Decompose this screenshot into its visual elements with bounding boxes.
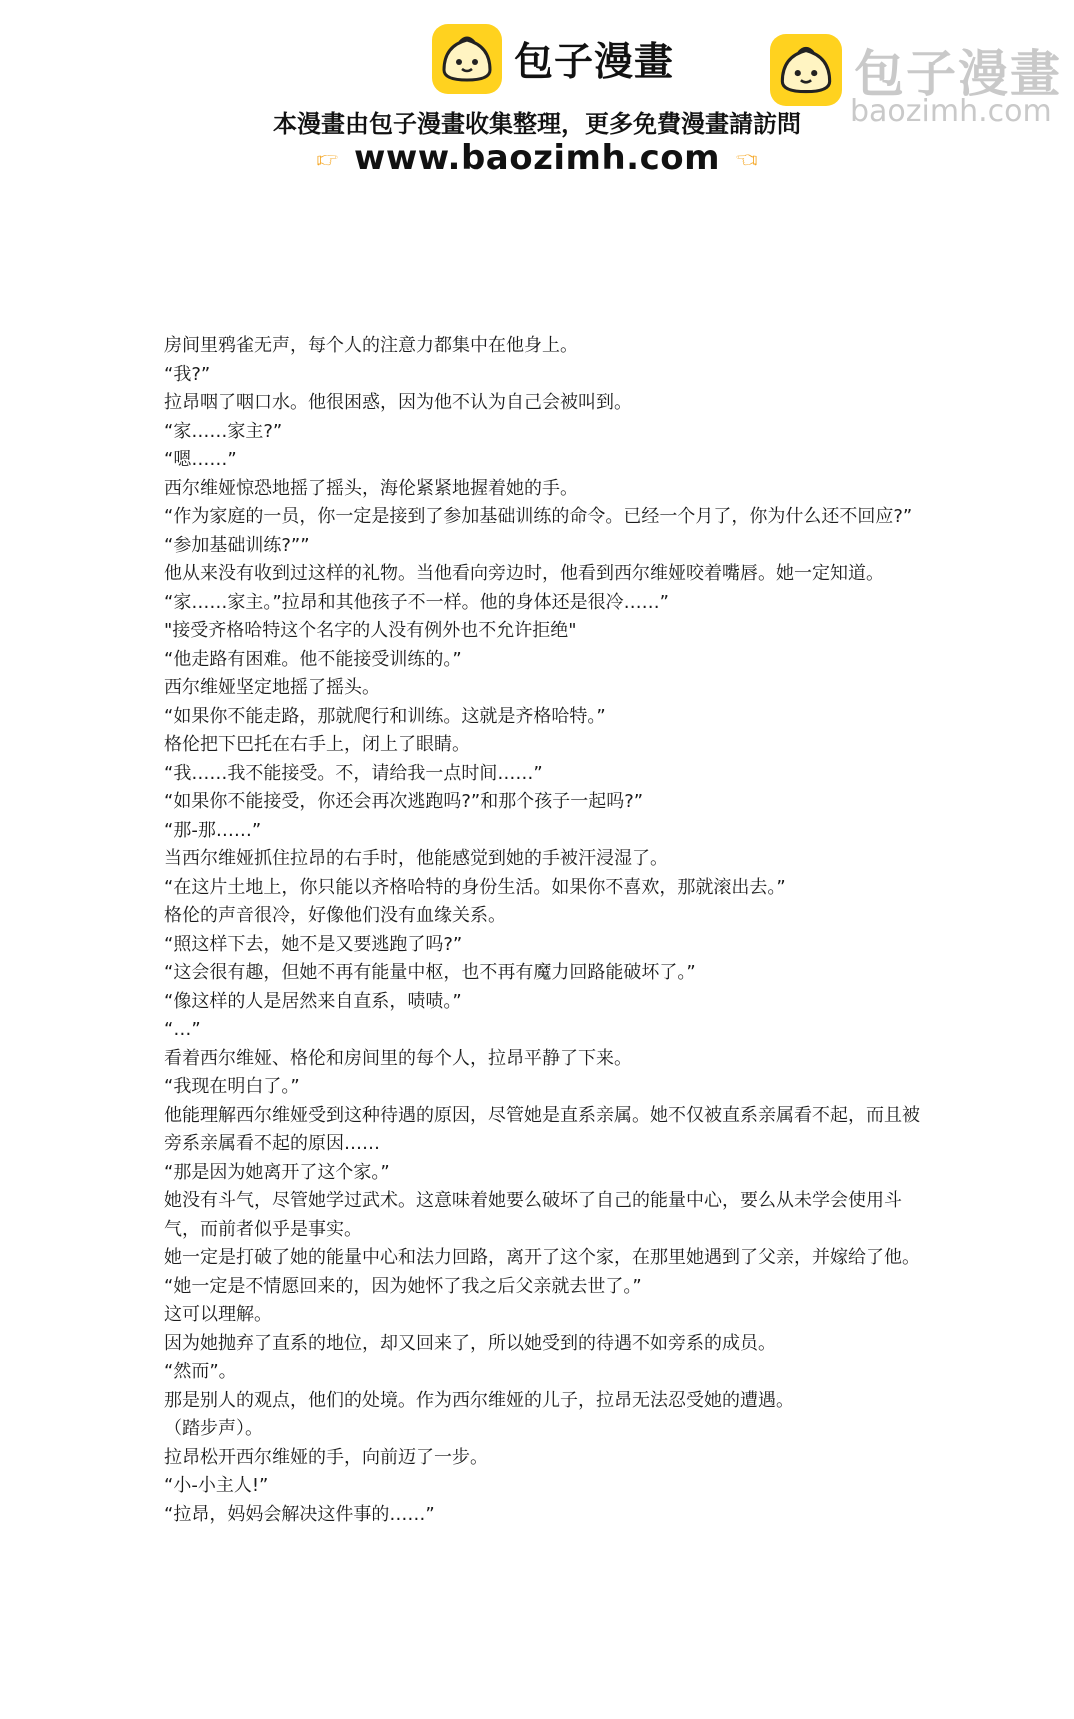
paragraph: 她一定是打破了她的能量中心和法力回路，离开了这个家，在那里她遇到了父亲，并嫁给了他。 bbox=[164, 1247, 920, 1268]
chapter-text bbox=[164, 332, 934, 1529]
paragraph: “小-小主人!” bbox=[164, 1475, 269, 1496]
paragraph: 他从来没有收到过这样的礼物。当他看向旁边时，他看到西尔维娅咬着嘴唇。她一定知道。 bbox=[164, 563, 884, 584]
paragraph: 西尔维娅坚定地摇了摇头。 bbox=[164, 677, 380, 698]
paragraph: （踏步声）。 bbox=[164, 1418, 263, 1439]
paragraph: “我?” bbox=[164, 363, 211, 385]
paragraph: “作为家庭的一员，你一定是接到了参加基础训练的命令。已经一个月了，你为什么还不回应?” bbox=[164, 506, 913, 527]
paragraph: “他走路有困难。他不能接受训练的。” bbox=[164, 648, 462, 670]
paragraph: “那是因为她离开了这个家。” bbox=[164, 1161, 390, 1183]
paragraph: 拉昂咽了咽口水。他很困惑，因为他不认为自己会被叫到。 bbox=[164, 392, 632, 413]
paragraph: 这可以理解。 bbox=[164, 1304, 272, 1325]
paragraph: 她没有斗气，尽管她学过武术。这意味着她要么破坏了自己的能量中心，要么从未学会使用斗气，而前者似乎是事实。 bbox=[164, 1190, 902, 1240]
paragraph: 因为她抛弃了直系的地位，却又回来了，所以她受到的待遇不如旁系的成员。 bbox=[164, 1332, 776, 1354]
site-logo[interactable] bbox=[432, 24, 674, 94]
site-url-row bbox=[0, 138, 1074, 178]
paragraph: “拉昂，妈妈会解决这件事的……” bbox=[164, 1503, 435, 1525]
paragraph: 房间里鸦雀无声，每个人的注意力都集中在他身上。 bbox=[164, 335, 578, 356]
baozi-mascot-icon bbox=[432, 24, 502, 94]
paragraph: “如果你不能走路，那就爬行和训练。这就是齐格哈特。” bbox=[164, 705, 606, 727]
paragraph: 格伦的声音很冷，好像他们没有血缘关系。 bbox=[164, 905, 506, 926]
paragraph: “…” bbox=[164, 1019, 201, 1040]
site-header bbox=[0, 0, 1074, 200]
watermark-baozi-icon bbox=[770, 34, 842, 106]
paragraph: “在这片土地上，你只能以齐格哈特的身份生活。如果你不喜欢，那就滚出去。” bbox=[164, 876, 786, 898]
paragraph: “如果你不能接受，你还会再次逃跑吗?”和那个孩子一起吗?” bbox=[164, 791, 644, 812]
paragraph: 他能理解西尔维娅受到这种待遇的原因，尽管她是直系亲属。她不仅被直系亲属看不起，而且被旁系亲属看不起的原因…… bbox=[164, 1104, 920, 1154]
paragraph: 当西尔维娅抓住拉昂的右手时，他能感觉到她的手被汗浸湿了。 bbox=[164, 848, 668, 869]
paragraph: 拉昂松开西尔维娅的手，向前迈了一步。 bbox=[164, 1446, 488, 1468]
paragraph: “我现在明白了。” bbox=[164, 1076, 300, 1097]
watermark-title: 包子漫畫 bbox=[854, 45, 1062, 103]
logo-text: 包子漫畫 bbox=[514, 40, 675, 85]
paragraph: "接受齐格哈特这个名字的人没有例外也不允许拒绝" bbox=[164, 620, 577, 641]
paragraph: “参加基础训练?”” bbox=[164, 534, 310, 556]
paragraph: “家……家主。”拉昂和其他孩子不一样。他的身体还是很冷……” bbox=[164, 591, 669, 613]
paragraph: 看着西尔维娅、格伦和房间里的每个人，拉昂平静了下来。 bbox=[164, 1047, 632, 1069]
site-url-link[interactable]: www.baozimh.com bbox=[353, 138, 721, 178]
promo-text: 本漫畫由包子漫畫收集整理，更多免費漫畫請訪問 bbox=[273, 110, 801, 138]
paragraph: “这会很有趣，但她不再有能量中枢，也不再有魔力回路能破坏了。” bbox=[164, 962, 696, 983]
paragraph: 格伦把下巴托在右手上，闭上了眼睛。 bbox=[164, 734, 470, 755]
paragraph: “家……家主?” bbox=[164, 420, 283, 442]
paragraph: 那是别人的观点，他们的处境。作为西尔维娅的儿子，拉昂无法忍受她的遭遇。 bbox=[164, 1389, 794, 1411]
paragraph: “照这样下去，她不是又要逃跑了吗?” bbox=[164, 933, 463, 955]
pointing-right-icon: 👉︎ bbox=[315, 140, 338, 175]
paragraph: “然而”。 bbox=[164, 1361, 237, 1382]
paragraph: “我……我不能接受。不，请给我一点时间……” bbox=[164, 762, 543, 784]
paragraph: “她一定是不情愿回来的，因为她怀了我之后父亲就去世了。” bbox=[164, 1275, 642, 1297]
paragraph: “那-那……” bbox=[164, 819, 262, 841]
paragraph: “嗯……” bbox=[164, 449, 237, 470]
paragraph: 西尔维娅惊恐地摇了摇头，海伦紧紧地握着她的手。 bbox=[164, 477, 578, 499]
watermark-subtitle: baozimh.com bbox=[850, 94, 1052, 129]
paragraph: “像这样的人是居然来自直系，啧啧。” bbox=[164, 990, 462, 1012]
pointing-left-icon: 👈︎ bbox=[736, 140, 759, 175]
